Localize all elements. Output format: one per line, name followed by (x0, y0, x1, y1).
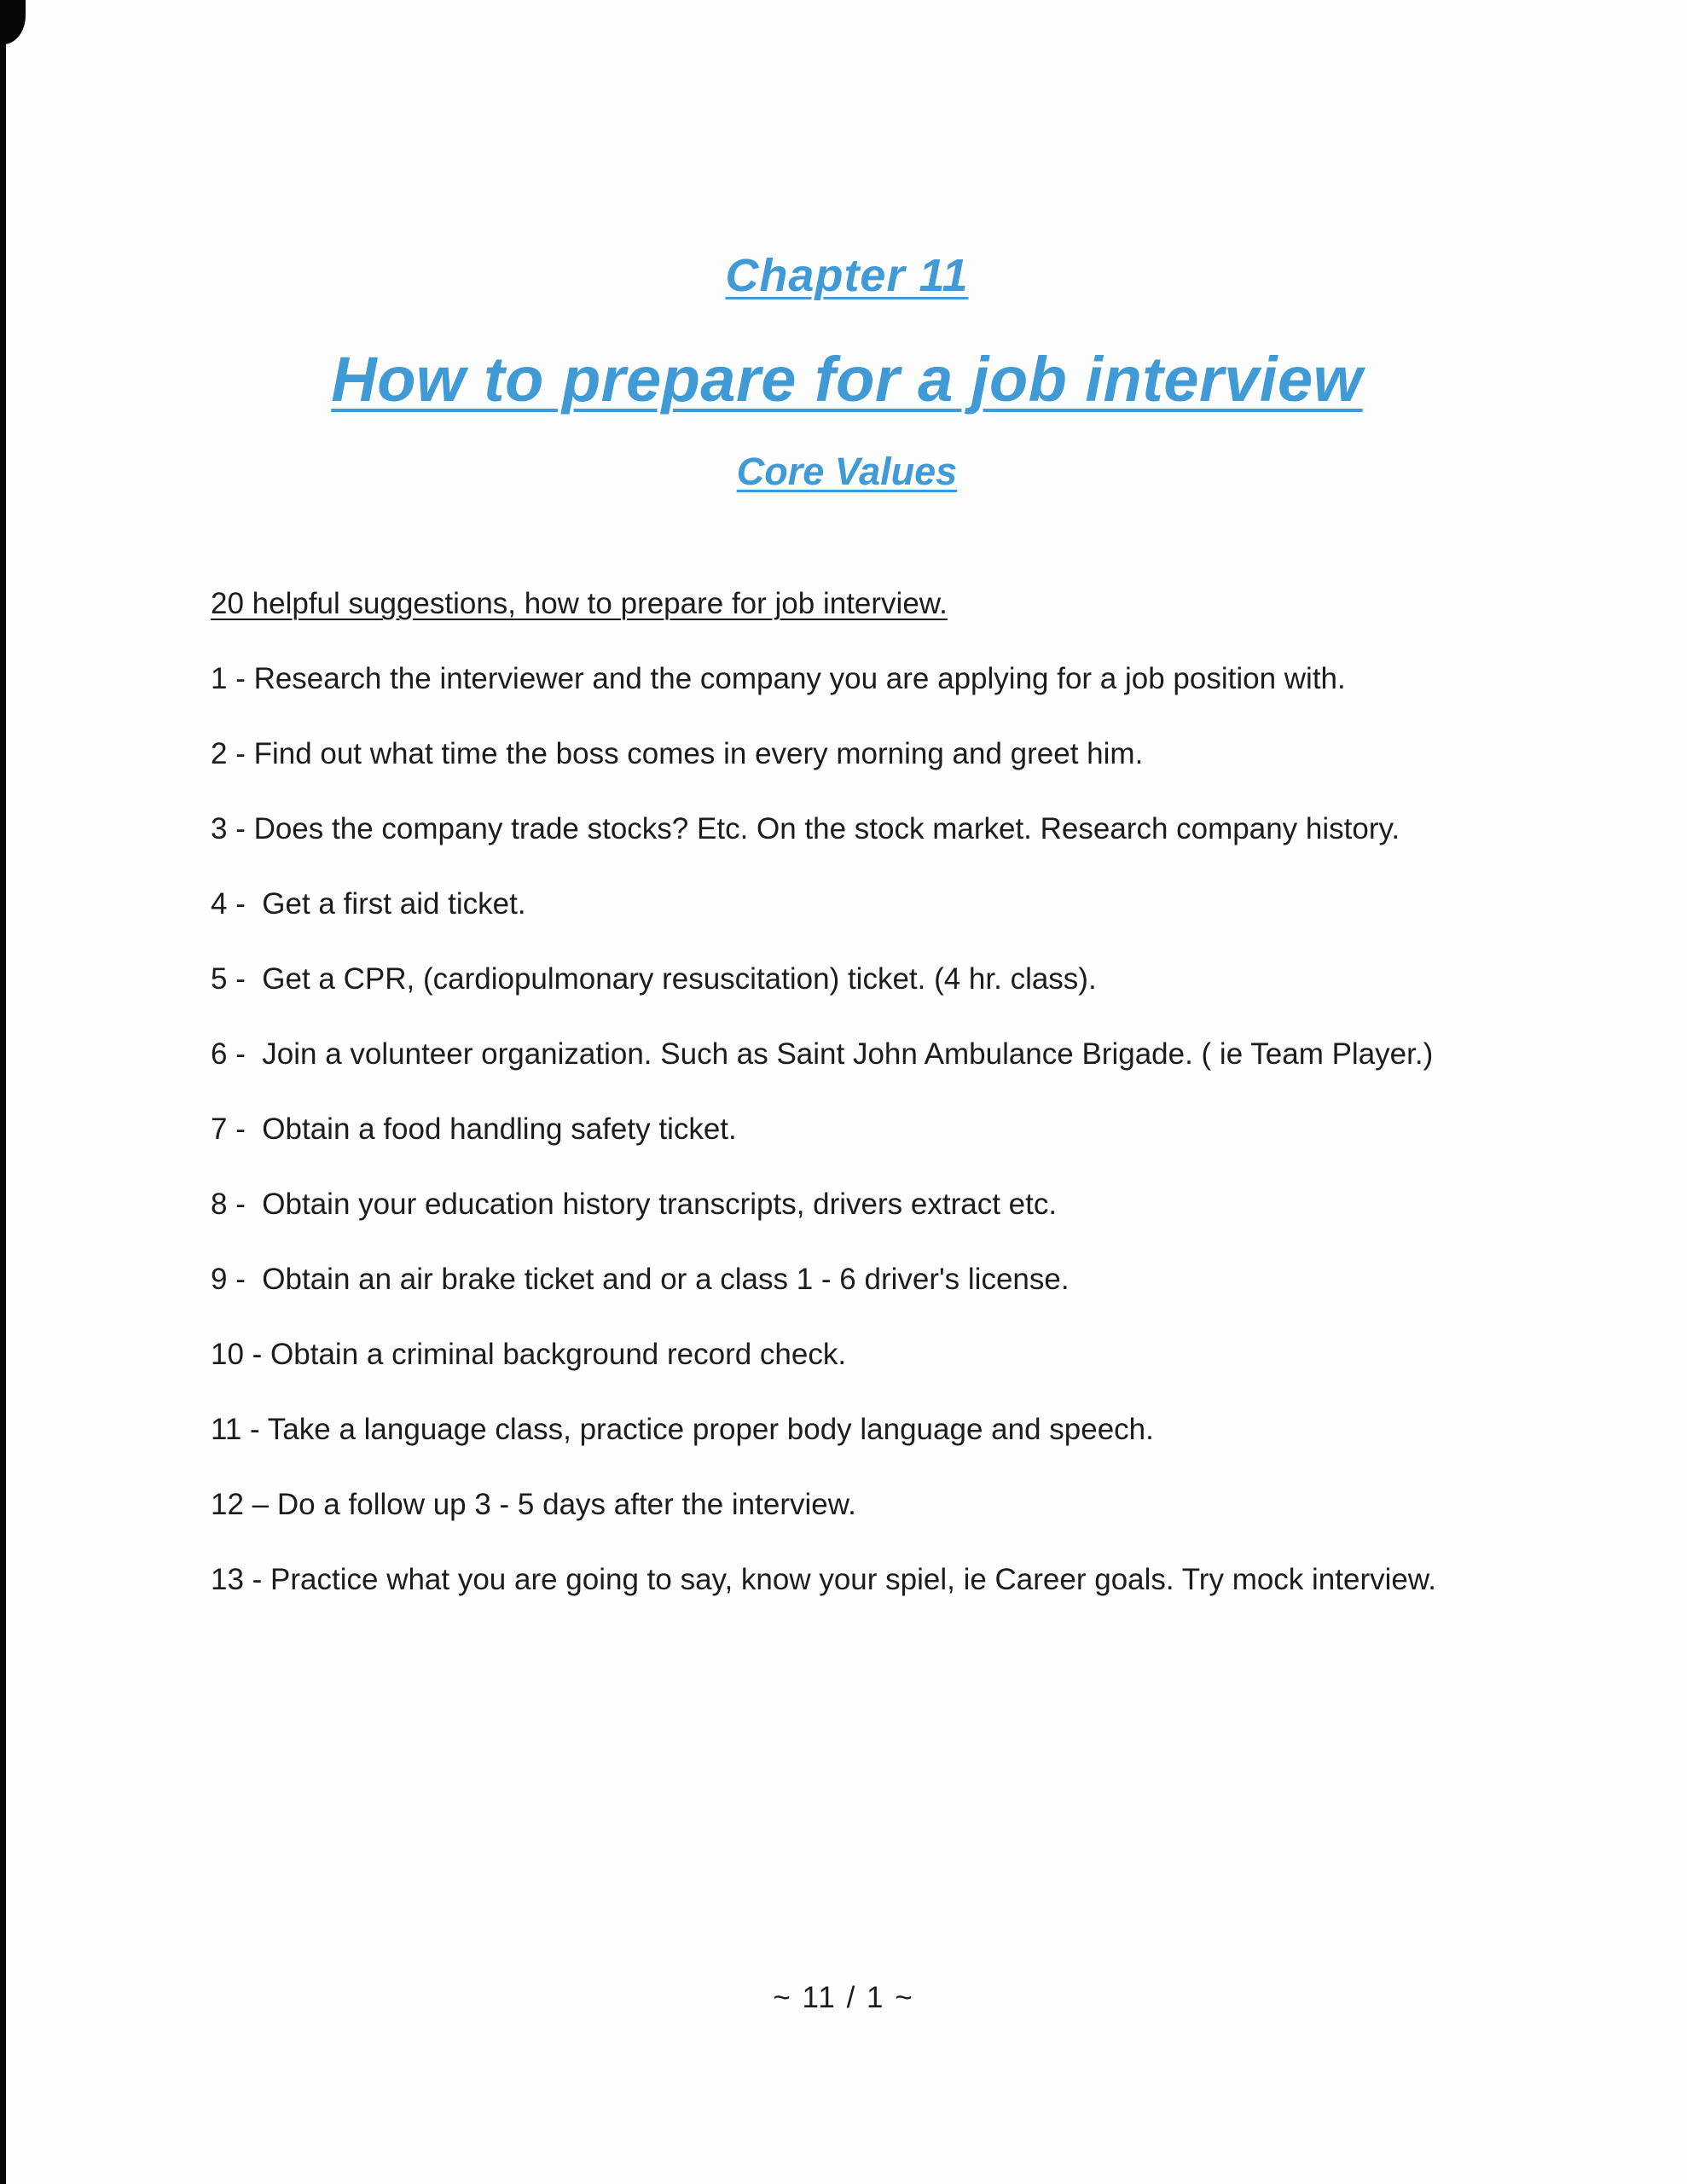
suggestion-item-5: 5 - Get a CPR, (cardiopulmonary resuscitation) ticket. (4 hr. class). (211, 962, 1097, 996)
suggestion-item-13: 13 - Practice what you are going to say, know your spiel, ie Career goals. Try mock interview. (211, 1563, 1436, 1596)
suggestion-item-4: 4 - Get a first aid ticket. (211, 887, 526, 921)
suggestion-item-8: 8 - Obtain your education history transcripts, drivers extract etc. (211, 1188, 1058, 1221)
suggestion-item-9: 9 - Obtain an air brake ticket and or a class 1 - 6 driver's license. (211, 1263, 1070, 1296)
document-content (211, 0, 1483, 1626)
suggestion-item-1: 1 - Research the interviewer and the company you are applying for a job position with. (211, 662, 1346, 695)
scan-edge-artifact (0, 0, 6, 2184)
page-number: ~ 11 / 1 ~ (773, 1981, 914, 2014)
suggestion-item-12: 12 – Do a follow up 3 - 5 days after the interview. (211, 1488, 856, 1521)
subtitle-heading: Core Values (736, 450, 958, 493)
scan-corner-artifact (0, 0, 26, 44)
suggestion-item-6: 6 - Join a volunteer organization. Such as Saint John Ambulance Brigade. ( ie Team Player.) (211, 1037, 1434, 1071)
chapter-heading: Chapter 11 (725, 250, 969, 301)
suggestion-item-10: 10 - Obtain a criminal background record check. (211, 1338, 847, 1371)
suggestion-item-7: 7 - Obtain a food handling safety ticket. (211, 1112, 737, 1146)
intro-line: 20 helpful suggestions, how to prepare for job interview. (211, 587, 948, 620)
suggestion-item-2: 2 - Find out what time the boss comes in every morning and greet him. (211, 737, 1144, 770)
suggestion-item-3: 3 - Does the company trade stocks? Etc. On the stock market. Research company history. (211, 812, 1400, 845)
page-title: How to prepare for a job interview (331, 344, 1363, 415)
suggestion-item-11: 11 - Take a language class, practice proper body language and speech. (211, 1413, 1154, 1446)
